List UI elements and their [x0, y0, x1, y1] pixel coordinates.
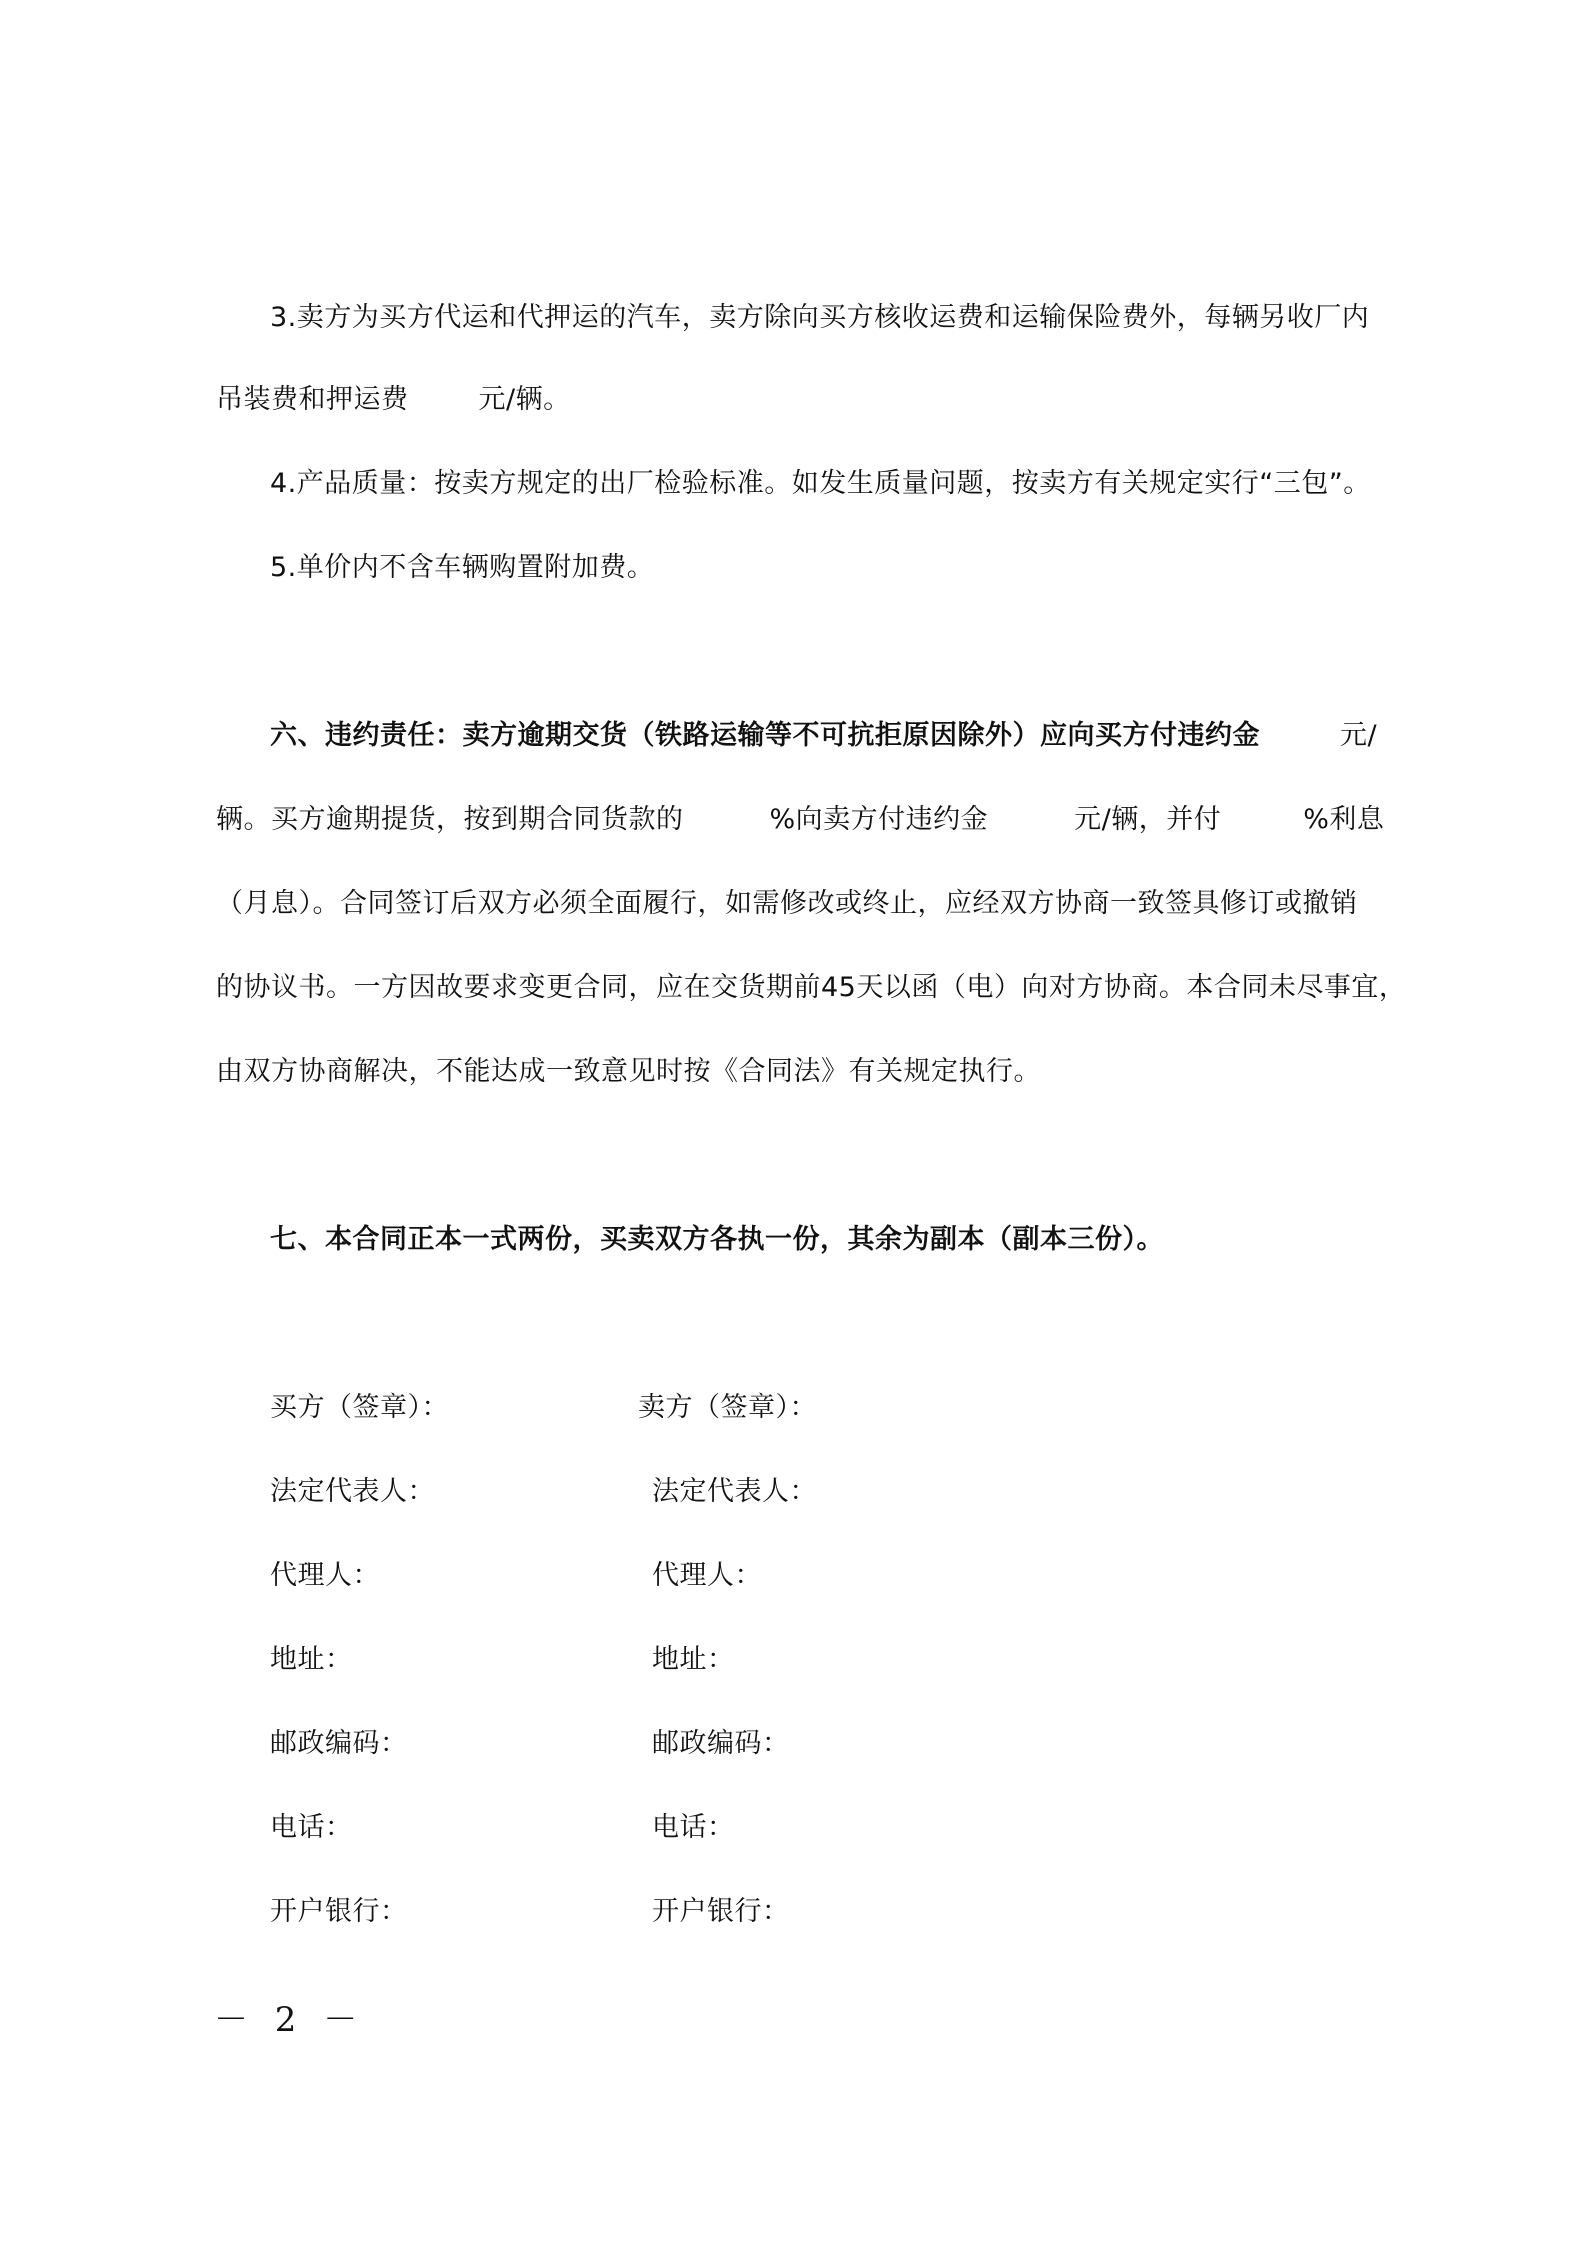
clause-4-text: 4.产品质量：按卖方规定的出厂检验标准。如发生质量问题，按卖方有关规定实行“三包”。	[270, 468, 1371, 499]
clause-3-line-2-text-b: 元/辆。	[478, 384, 571, 415]
section-6-line-5-text: 由双方协商解决，不能达成一致意见时按《合同法》有关规定执行。	[216, 1056, 1041, 1087]
section-6-line-2-text-a: 辆。买方逾期提货，按到期合同货款的	[216, 804, 684, 835]
clause-3-line-2-text-a: 吊装费和押运费	[216, 384, 409, 415]
clause-5-text: 5.单价内不含车辆购置附加费。	[270, 552, 655, 583]
section-6-line-2-text-b: %向卖方付违约金	[769, 804, 989, 835]
seller-party-label: 卖方（签章）：	[638, 1392, 817, 1423]
seller-postcode-label: 邮政编码：	[652, 1728, 790, 1759]
section-6-line-2-text-d: %利息	[1303, 804, 1385, 835]
page-number: － 2 －	[214, 2000, 366, 2040]
section-6-line-4-text: 的协议书。一方因故要求变更合同，应在交货期前45天以函（电）向对方协商。本合同未尽事宜，	[216, 972, 1407, 1003]
seller-legal-rep-label: 法定代表人：	[652, 1476, 817, 1507]
section-7-text: 七、本合同正本一式两份，买卖双方各执一份，其余为副本（副本三份）。	[270, 1224, 1164, 1255]
section-7	[270, 1220, 1164, 1260]
clause-3-line-2	[216, 380, 571, 420]
buyer-address-label: 地址：	[270, 1644, 353, 1675]
section-6-line-3	[216, 884, 1358, 924]
buyer-phone-label: 电话：	[270, 1812, 353, 1843]
buyer-legal-rep-label: 法定代表人：	[270, 1476, 435, 1507]
section-6-line-1	[270, 716, 1377, 756]
section-6-line-1-text-a: 六、违约责任：卖方逾期交货（铁路运输等不可抗拒原因除外）应向买方付违约金	[270, 720, 1260, 751]
section-6-line-2-text-c: 元/辆，并付	[1074, 804, 1222, 835]
buyer-postcode-label: 邮政编码：	[270, 1728, 408, 1759]
seller-bank-label: 开户银行：	[652, 1896, 790, 1927]
clause-5	[270, 548, 654, 588]
buyer-party-label: 买方（签章）：	[270, 1392, 449, 1423]
buyer-bank-label: 开户银行：	[270, 1896, 408, 1927]
buyer-agent-label: 代理人：	[270, 1560, 380, 1591]
section-6-line-2	[216, 800, 1384, 840]
section-6-line-4	[216, 968, 1406, 1008]
seller-address-label: 地址：	[652, 1644, 735, 1675]
section-6-line-1-text-b: 元/	[1340, 720, 1378, 751]
clause-3-line-1	[270, 298, 1369, 338]
section-6-line-5	[216, 1052, 1041, 1092]
clause-4	[270, 464, 1371, 504]
seller-agent-label: 代理人：	[652, 1560, 762, 1591]
seller-phone-label: 电话：	[652, 1812, 735, 1843]
section-6-line-3-text: （月息）。合同签订后双方必须全面履行，如需修改或终止，应经双方协商一致签具修订或撤销	[216, 888, 1358, 919]
clause-3-line-1-text: 3.卖方为买方代运和代押运的汽车，卖方除向买方核收运费和运输保险费外，每辆另收厂内	[270, 302, 1370, 333]
